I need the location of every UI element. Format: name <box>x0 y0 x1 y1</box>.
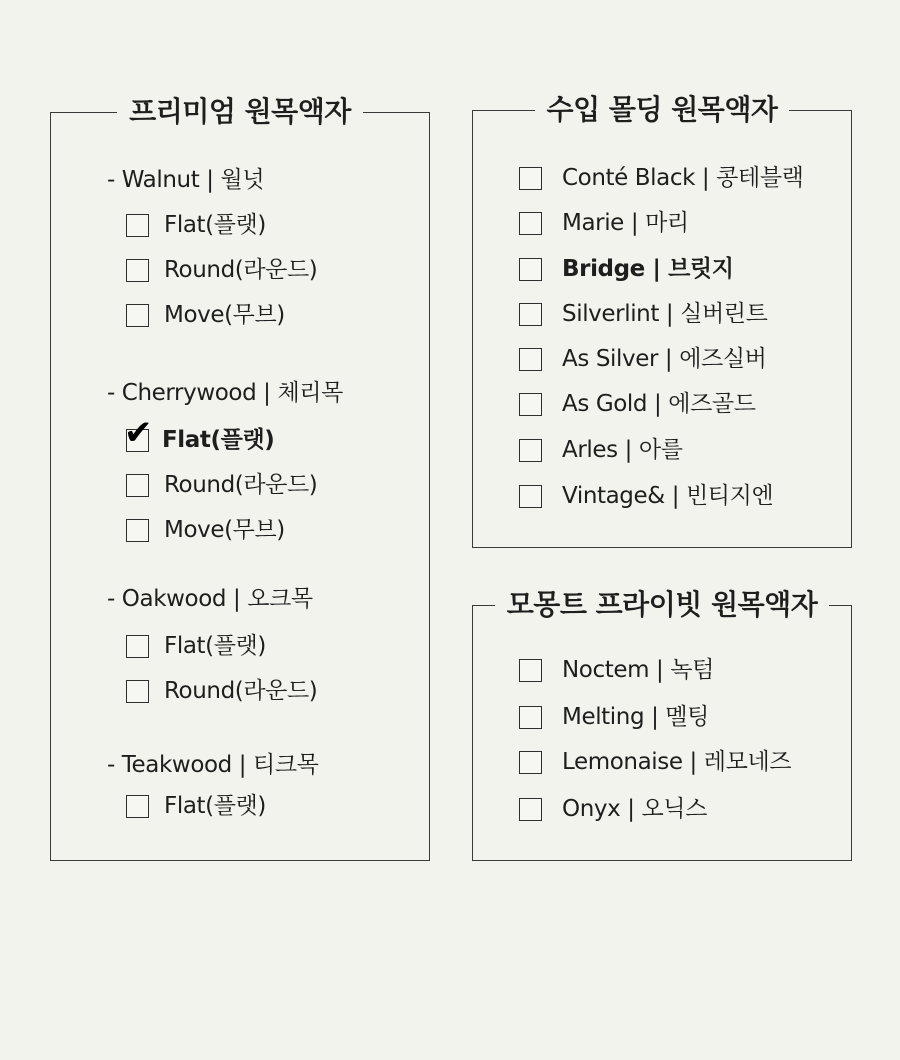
checkbox-checked[interactable] <box>124 412 153 453</box>
option-label: Lemonaise | 레모네즈 <box>562 749 792 775</box>
checkbox[interactable] <box>519 659 542 682</box>
option-oakwood-flat[interactable] <box>126 631 266 661</box>
checkbox[interactable] <box>126 680 149 703</box>
option-silverlint[interactable] <box>519 299 767 329</box>
group-label-cherrywood: - Cherrywood | 체리목 <box>107 380 343 406</box>
option-label: Flat(플랫) <box>162 427 275 453</box>
checkbox[interactable] <box>519 303 542 326</box>
option-label: Silverlint | 실버린트 <box>562 301 768 327</box>
checkbox[interactable] <box>519 258 542 281</box>
option-label: Arles | 아를 <box>562 437 683 463</box>
checkbox[interactable] <box>519 348 542 371</box>
option-label: Move(무브) <box>164 302 285 328</box>
option-label: Flat(플랫) <box>164 793 266 819</box>
option-walnut-flat[interactable] <box>126 210 266 240</box>
checkbox[interactable] <box>519 212 542 235</box>
option-teakwood-flat[interactable] <box>126 791 266 821</box>
option-cherrywood-round[interactable] <box>126 470 317 500</box>
option-label: Bridge | 브릿지 <box>562 256 734 282</box>
option-arles[interactable] <box>519 435 683 465</box>
option-lemonaise[interactable] <box>519 747 791 777</box>
option-label: Flat(플랫) <box>164 212 266 238</box>
option-walnut-move[interactable] <box>126 300 285 330</box>
option-label: Melting | 멜팅 <box>562 704 709 730</box>
checkbox[interactable] <box>519 751 542 774</box>
option-cherrywood-move[interactable] <box>126 515 285 545</box>
option-label: Move(무브) <box>164 517 285 543</box>
group-label-teakwood: - Teakwood | 티크목 <box>107 752 319 778</box>
imported-frame-title: 수입 몰딩 원목액자 <box>535 93 790 126</box>
option-label: Vintage& | 빈티지엔 <box>562 483 774 509</box>
checkbox[interactable] <box>519 439 542 462</box>
checkmark-icon: ✔ <box>124 412 153 453</box>
checkbox[interactable] <box>519 798 542 821</box>
momont-frame-panel <box>472 588 852 861</box>
checkbox[interactable] <box>126 519 149 542</box>
option-label: Round(라운드) <box>164 472 318 498</box>
option-label: As Silver | 에즈실버 <box>562 346 767 372</box>
checkbox[interactable] <box>126 795 149 818</box>
option-onyx[interactable] <box>519 794 707 824</box>
option-as-gold[interactable] <box>519 389 756 419</box>
option-melting[interactable] <box>519 702 709 732</box>
checkbox[interactable] <box>126 259 149 282</box>
option-label: Marie | 마리 <box>562 210 689 236</box>
option-label: Conté Black | 콩테블랙 <box>562 165 804 191</box>
option-label: Noctem | 녹텀 <box>562 657 714 683</box>
option-bridge[interactable] <box>519 254 734 284</box>
checkbox[interactable] <box>126 214 149 237</box>
checkbox[interactable] <box>126 304 149 327</box>
group-label-walnut: - Walnut | 월넛 <box>107 167 265 193</box>
checkbox[interactable] <box>126 474 149 497</box>
option-label: Round(라운드) <box>164 257 318 283</box>
imported-frame-title-wrap <box>473 92 851 128</box>
checkbox[interactable] <box>519 393 542 416</box>
premium-frame-title-wrap <box>51 94 429 130</box>
premium-frame-title: 프리미엄 원목액자 <box>117 95 363 128</box>
checkbox[interactable] <box>126 635 149 658</box>
option-label: As Gold | 에즈골드 <box>562 391 756 417</box>
option-conte-black[interactable] <box>519 163 803 193</box>
option-noctem[interactable] <box>519 655 714 685</box>
option-label: Round(라운드) <box>164 678 318 704</box>
checkbox[interactable] <box>519 485 542 508</box>
option-walnut-round[interactable] <box>126 255 317 285</box>
momont-frame-title-wrap <box>473 587 851 623</box>
imported-frame-panel <box>472 93 852 548</box>
checkbox[interactable] <box>519 167 542 190</box>
option-marie[interactable] <box>519 208 689 238</box>
option-label: Onyx | 오닉스 <box>562 796 707 822</box>
premium-frame-panel <box>50 95 430 861</box>
option-cherrywood-flat[interactable] <box>124 412 275 455</box>
checkbox[interactable] <box>519 706 542 729</box>
option-as-silver[interactable] <box>519 344 766 374</box>
option-label: Flat(플랫) <box>164 633 266 659</box>
option-oakwood-round[interactable] <box>126 676 317 706</box>
momont-frame-title: 모몽트 프라이빗 원목액자 <box>495 588 830 621</box>
group-label-oakwood: - Oakwood | 오크목 <box>107 586 313 612</box>
option-vintage[interactable] <box>519 481 773 511</box>
